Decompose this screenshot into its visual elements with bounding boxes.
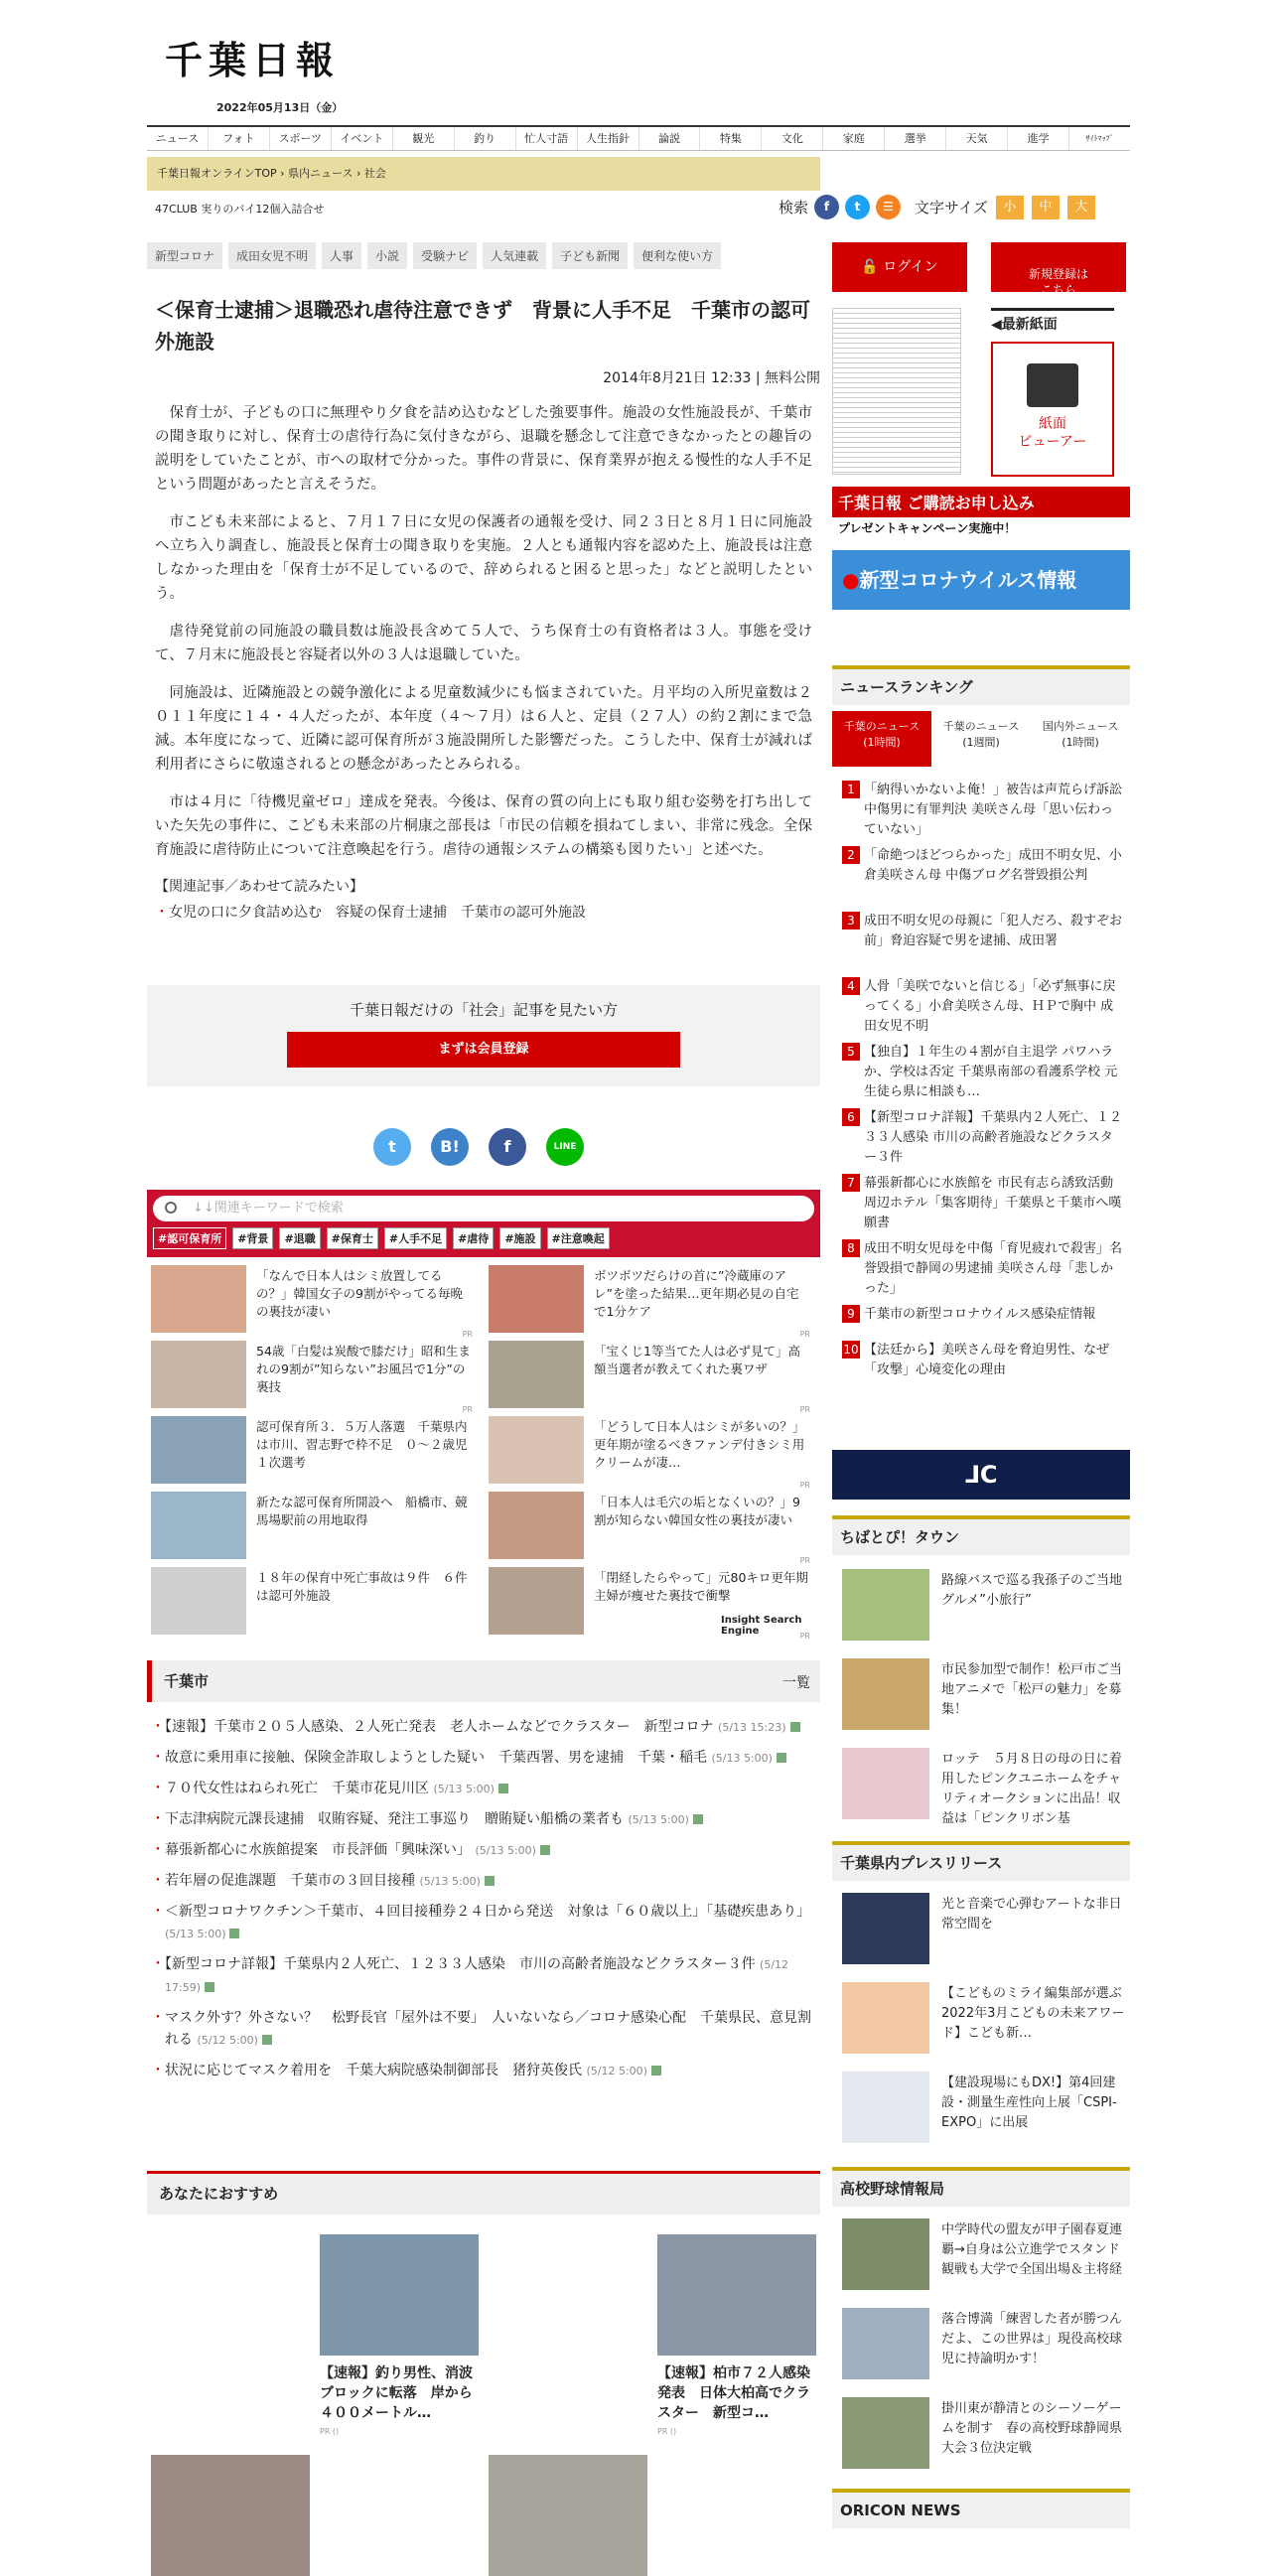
- ranking-text: 【新型コロナ詳報】千葉県内２人死亡、１２３３人感染 市川の高齢者施設などクラスター３件: [864, 1110, 1123, 1165]
- recommend-header: [147, 2171, 820, 2215]
- topic-chip[interactable]: 成田女児不明: [228, 242, 316, 269]
- global-nav: [147, 125, 1130, 151]
- side-item[interactable]: [842, 1982, 1130, 2064]
- ranking-item[interactable]: [842, 1341, 1122, 1380]
- photo-icon: [262, 2035, 272, 2045]
- nav-item[interactable]: 人生指針: [578, 127, 639, 150]
- side-item[interactable]: [842, 2218, 1130, 2300]
- section-title: 千葉市: [164, 1672, 210, 1690]
- news-item[interactable]: [151, 1808, 816, 1831]
- ranking-item[interactable]: [842, 977, 1122, 1037]
- ranking-tab[interactable]: 千葉のニュース (1時間): [832, 711, 931, 767]
- side-text: 中学時代の盟友が甲子園春夏連覇→自身は公立進学でスタンド観戦も大学で全国出場＆主将経: [941, 2222, 1123, 2277]
- pr-label: PR: [799, 1330, 810, 1339]
- recommend-item[interactable]: [151, 2455, 310, 2576]
- nav-item[interactable]: 論説: [639, 127, 701, 150]
- ranking-text: 成田不明女児の母親に「犯人だろ、殺すぞお前」脅迫容疑で男を逮捕、成田署: [864, 914, 1123, 948]
- oricon-title: ORICON NEWS: [832, 2489, 1130, 2528]
- ranking-item[interactable]: [842, 1305, 1122, 1325]
- nav-item[interactable]: 天気: [946, 127, 1008, 150]
- ranking-item[interactable]: [842, 1108, 1122, 1168]
- today-date: 2022年05月13日（金）: [216, 101, 344, 114]
- side-image: [842, 2218, 929, 2290]
- ranking-text: 幕張新都心に水族館を 市民有志ら誘致活動 周辺ホテル「集客期待」千葉県と千葉市へ嘆願書: [864, 1176, 1122, 1230]
- covid-dot-icon: ●: [842, 568, 860, 592]
- nav-item[interactable]: 進学: [1008, 127, 1069, 150]
- ranking-text: 【法廷から】美咲さん母を脅迫男性、なぜ「攻撃」心境変化の理由: [864, 1343, 1110, 1377]
- pr-label: PR: [462, 1330, 473, 1339]
- section-more-link[interactable]: 一覧: [782, 1675, 810, 1691]
- side-image: [842, 1748, 929, 1819]
- news-time: (5/13 15:23): [718, 1721, 786, 1734]
- covid-banner[interactable]: ●新型コロナウイルス情報: [832, 550, 1130, 610]
- recommend-item[interactable]: [489, 2455, 647, 2576]
- utility-bar: [779, 195, 1095, 219]
- ad-text: 「閉経したらやって」元80キロ更年期主婦が痩せた裏技で衝撃: [594, 1570, 808, 1603]
- side-image: [842, 2308, 929, 2379]
- news-title: ＜新型コロナワクチン＞千葉市、４回目接種券２４日から発送 対象は「６０歳以上」「基礎疾患あり」: [165, 1904, 811, 1920]
- rank-number: 4: [842, 977, 860, 995]
- side-item[interactable]: [842, 1658, 1130, 1740]
- rank-number: 7: [842, 1174, 860, 1192]
- ad-text: 認可保育所３．５万人落選 千葉県内は市川、習志野で枠不足 ０〜２歳児１次選考: [256, 1419, 468, 1470]
- news-time: (5/13 5:00): [628, 1813, 689, 1826]
- news-time: (5/12 17:59): [165, 1958, 789, 1994]
- ad-item[interactable]: [489, 1265, 816, 1337]
- ranking-item[interactable]: [842, 1174, 1122, 1233]
- topic-chip[interactable]: 人事: [322, 242, 361, 269]
- side-text: 光と音楽で心弾むアートな非日常空間を: [941, 1897, 1122, 1932]
- news-title: 【速報】千葉市２０５人感染、２人死亡発表 老人ホームなどでクラスター 新型コロナ: [165, 1719, 714, 1735]
- register-side-button[interactable]: 新規登録は こちら: [991, 242, 1126, 292]
- ad-image: [489, 1492, 584, 1559]
- subscribe-banner[interactable]: 千葉日報 ご購読お申し込み プレゼントキャンペーン実施中！: [832, 487, 1130, 538]
- news-title: 若年層の促進課題 千葉市の３回目接種: [165, 1873, 415, 1889]
- keyword-search: [147, 1190, 820, 1257]
- ad-item[interactable]: [489, 1341, 816, 1412]
- ad-item[interactable]: [151, 1567, 479, 1639]
- reader-icon: [1027, 363, 1078, 407]
- news-title: 幕張新都心に水族館提案 市長評価「興味深い」: [165, 1842, 471, 1858]
- keyword-tag[interactable]: #背景: [232, 1227, 273, 1249]
- ad-text: 「宝くじ1等当てた人は必ず見て」高額当選者が教えてくれた裏ワザ: [594, 1344, 800, 1376]
- promo-link[interactable]: 47CLUB 実りのバイ12個入詰合せ: [155, 203, 325, 215]
- ranking-tab[interactable]: 千葉のニュース (1週間): [942, 720, 1020, 749]
- news-time: (5/13 5:00): [433, 1783, 495, 1795]
- article-paragraph: 保育士が、子どもの口に無理やり夕食を詰め込むなどした強要事件。施設の女性施設長が、千葉市の聞き取りに対し、保育士の虐待行為に気付きながら、退職を懸念して注意できなかったとの趣旨の説明をしていたことが、市への取材で分かった。事件の背景に、保育業界が抱える慢性的な人手不足という問題があったと言えそうだ。: [155, 405, 812, 493]
- facebook-share-icon[interactable]: f: [489, 1128, 526, 1166]
- ranking-text: 「納得いかないよ俺！」被告は声荒らげ訴訟中傷男に有罪判決 美咲さん母「思い伝わっていない」: [864, 783, 1123, 837]
- news-time: (5/12 5:00): [586, 2065, 647, 2077]
- side-text: 【こどものミライ編集部が選ぶ2022年3月こどもの未来アワード】こども新…: [941, 1986, 1125, 2041]
- ad-image: [151, 1416, 246, 1484]
- ad-item[interactable]: [489, 1416, 816, 1488]
- recommend-image: [320, 2234, 479, 2356]
- ise-label: Insight Search Engine: [721, 1615, 802, 1637]
- news-item[interactable]: [151, 1953, 816, 1999]
- member-box: [147, 985, 820, 1086]
- topic-chip[interactable]: 便利な使い方: [634, 242, 721, 269]
- topic-chip[interactable]: 受験ナビ: [413, 242, 477, 269]
- side-text: 落合博満「練習した者が勝つんだよ、この世界は」現役高校球児に持論明かす！: [941, 2312, 1123, 2366]
- login-button[interactable]: 🔓 ログイン: [832, 242, 967, 292]
- rank-number: 2: [842, 846, 860, 864]
- ad-text: 「なんで日本人はシミ放置してるの？」韓国女子の9割がやってる毎晩の裏技が凄い: [256, 1268, 463, 1319]
- article-title: ＜保育士逮捕＞退職恐れ虐待注意できず 背景に人手不足 千葉市の認可外施設: [155, 298, 810, 354]
- recommend-text: 【速報】釣り男性、消波ブロックに転落 岸から４００メートル…: [320, 2365, 473, 2421]
- side-item[interactable]: [842, 2397, 1130, 2479]
- ad-grid: [151, 1265, 816, 1641]
- jc-banner[interactable]: ⅃C: [832, 1450, 1130, 1500]
- ranking-item[interactable]: [842, 1239, 1122, 1299]
- side-item[interactable]: [842, 1748, 1130, 1829]
- ad-text: 「どうして日本人はシミが多いの？」更年期が塗るべきファンデ付きシミ用クリームが凄…: [594, 1419, 805, 1470]
- news-title: 故意に乗用車に接触、保険金詐取しようとした疑い 千葉西署、男を逮捕 千葉・稲毛: [165, 1750, 707, 1766]
- facebook-icon[interactable]: f: [814, 195, 839, 219]
- side-text: ロッテ ５月８日の母の日に着用したピンクユニホームをチャリティオークションに出品！収益は「ピンクリボン基: [941, 1752, 1122, 1826]
- topic-chips: [147, 242, 820, 269]
- section-header: [147, 1660, 820, 1702]
- baseball-title: 高校野球情報局: [832, 2167, 1130, 2207]
- ad-image: [489, 1567, 584, 1635]
- news-item[interactable]: [151, 1716, 816, 1739]
- side-item[interactable]: [842, 1893, 1130, 1974]
- rank-number: 1: [842, 781, 860, 798]
- latest-paper-label: ◀最新紙面: [991, 308, 1114, 338]
- ad-item[interactable]: [151, 1341, 479, 1412]
- ad-text: 54歳「白髪は炭酸で膝だけ」昭和生まれの9割が”知らない”お風呂で1分”の裏技: [256, 1344, 471, 1394]
- nav-item[interactable]: 特集: [700, 127, 762, 150]
- register-button[interactable]: まずは会員登録: [287, 1032, 680, 1068]
- search-label[interactable]: 検索: [779, 199, 809, 216]
- nav-item[interactable]: ｻｲﾄﾏｯﾌﾟ: [1085, 134, 1114, 143]
- nav-item[interactable]: 選挙: [885, 127, 946, 150]
- rss-icon[interactable]: ☰: [876, 195, 901, 219]
- topic-chip[interactable]: 子ども新聞: [552, 242, 628, 269]
- topic-chip[interactable]: 人気連載: [483, 242, 546, 269]
- twitter-icon[interactable]: t: [845, 195, 870, 219]
- ad-text: ボツボツだらけの首に”冷蔵庫のアレ”を塗った結果…更年期必見の自宅で1分ケア: [594, 1268, 799, 1319]
- news-time: (5/13 5:00): [419, 1875, 481, 1888]
- photo-icon: [790, 1722, 800, 1732]
- ranking-item[interactable]: [842, 1043, 1122, 1102]
- topic-chip[interactable]: 小説: [367, 242, 407, 269]
- photo-icon: [485, 1876, 495, 1886]
- news-item[interactable]: [151, 1778, 816, 1800]
- news-item[interactable]: [151, 1901, 816, 1945]
- side-item[interactable]: [842, 2308, 1130, 2389]
- ranking-item[interactable]: [842, 912, 1122, 951]
- keyword-tag[interactable]: #保育士: [327, 1227, 378, 1249]
- news-title: 状況に応じてマスク着用を 千葉大病院感染制御部長 猪狩英俊氏: [165, 2063, 582, 2078]
- ranking-title: ニュースランキング: [832, 665, 1130, 705]
- recommend-title: あなたにおすすめ: [159, 2185, 279, 2203]
- article-paragraph: 同施設は、近隣施設との競争激化による児童数減少にも悩まされていた。月平均の入所児童数は２０１１年度に１４・４人だったが、本年度（４〜７月）は６人と、定員（２７人）の約２割にまで急減。本年度になって、近隣に認可保育所が３施設開所した影響だった。こうした中、保育士が減れば利用者にさらに敬遠されるとの懸念があったとみられる。: [155, 685, 812, 773]
- ad-image: [489, 1416, 584, 1484]
- ranking-text: 成田不明女児母を中傷「育児疲れで殺害」名誉毀損で静岡の男逮捕 美咲さん母「悲しかった」: [864, 1241, 1123, 1296]
- viewer-button[interactable]: 紙面 ビューアー: [991, 342, 1114, 477]
- nav-item[interactable]: 文化: [762, 127, 823, 150]
- ad-item[interactable]: [489, 1492, 816, 1563]
- news-time: (5/13 5:00): [711, 1752, 773, 1765]
- pr-label: PR (): [320, 2427, 340, 2436]
- news-title: 下志津病院元課長逮捕 収賄容疑、発注工事巡り 贈賄疑い船橋の業者も: [165, 1811, 624, 1827]
- share-buttons: [373, 1128, 584, 1166]
- ad-image: [151, 1492, 246, 1559]
- font-size-small[interactable]: 小: [996, 196, 1024, 219]
- nav-item[interactable]: 家庭: [823, 127, 885, 150]
- keyword-tags: [153, 1227, 610, 1249]
- news-time: (5/13 5:00): [475, 1844, 536, 1857]
- chibatopi-title: ちばとぴ！タウン: [832, 1515, 1130, 1555]
- related-link[interactable]: ・ 女児の口に夕食詰め込む 容疑の保育士逮捕 千葉市の認可外施設: [155, 902, 820, 922]
- article: [147, 288, 820, 922]
- news-item[interactable]: [151, 1747, 816, 1770]
- news-item[interactable]: [151, 1870, 816, 1893]
- ad-text: 新たな認可保育所開設へ 船橋市、競馬場駅前の用地取得: [256, 1495, 468, 1527]
- nav-item[interactable]: 観光: [393, 127, 455, 150]
- keyword-tag[interactable]: #施設: [499, 1227, 540, 1249]
- side-text: 掛川東が静清とのシーソーゲームを制す 春の高校野球静岡県大会３位決定戦: [941, 2401, 1123, 2456]
- font-size-large[interactable]: 大: [1067, 196, 1095, 219]
- side-text: 市民参加型で制作！松戸市ご当地アニメで「松戸の魅力」を募集！: [941, 1662, 1123, 1717]
- pr-label: PR: [799, 1405, 810, 1414]
- rank-number: 5: [842, 1043, 860, 1061]
- article-paragraph: 市こども未来部によると、７月１７日に女児の保護者の通報を受け、同２３日と８月１日に同施設へ立ち入り調査し、施設長と保育士の聞き取りを実施。２人とも通報内容を認めた上、施設長は注意しなかった理由を「保育士が不足しているので、辞められると困ると思った」などと説明したという。: [155, 514, 812, 602]
- rank-number: 6: [842, 1108, 860, 1126]
- news-title: 【新型コロナ詳報】千葉県内２人死亡、１２３３人感染 市川の高齢者施設などクラスター３件: [165, 1956, 756, 1972]
- topic-chip[interactable]: 新型コロナ: [147, 242, 222, 269]
- ad-image: [151, 1265, 246, 1333]
- article-paragraph: 虐待発覚前の同施設の職員数は施設長含めて５人で、うち保育士の有資格者は３人。事態を受けて、７月末に施設長と容疑者以外の３人は退職していた。: [155, 624, 812, 663]
- news-item[interactable]: [151, 2060, 816, 2082]
- pr-label: PR: [799, 1556, 810, 1565]
- ad-item[interactable]: [151, 1416, 479, 1488]
- rank-number: 3: [842, 912, 860, 930]
- nav-item[interactable]: スポーツ: [270, 127, 332, 150]
- twitter-share-icon[interactable]: t: [373, 1128, 411, 1166]
- keyword-tag[interactable]: #人手不足: [384, 1227, 447, 1249]
- news-title: ７０代女性はねられ死亡 千葉市花見川区: [165, 1781, 429, 1796]
- ranking-tab[interactable]: 国内外ニュース (1時間): [1042, 720, 1119, 749]
- news-item[interactable]: [151, 2007, 816, 2052]
- recommend-item[interactable]: [320, 2234, 479, 2436]
- pr-label: PR: [799, 1481, 810, 1490]
- recommend-image: [657, 2234, 816, 2356]
- news-title: マスク外す？外さない？ 松野長官「屋外は不要」 人いないなら／コロナ感染心配 千葉県民、意見割れる: [165, 2010, 811, 2048]
- nav-item[interactable]: 釣り: [455, 127, 516, 150]
- nav-item[interactable]: 忙人寸語: [516, 127, 578, 150]
- ranking-item[interactable]: [842, 846, 1122, 886]
- pr-label: PR: [462, 1405, 473, 1414]
- news-time: (5/13 5:00): [165, 1928, 226, 1940]
- font-size-label: 文字サイズ: [915, 199, 988, 216]
- font-size-medium[interactable]: 中: [1032, 196, 1060, 219]
- photo-icon: [777, 1753, 786, 1763]
- keyword-tag[interactable]: #認可保育所: [153, 1227, 226, 1249]
- article-meta: 2014年8月21日 12:33 | 無料公開: [603, 370, 820, 386]
- pr-label: PR (): [657, 2427, 677, 2436]
- lock-icon: 🔓: [861, 259, 879, 275]
- nav-item[interactable]: フォト: [209, 127, 270, 150]
- site-logo[interactable]: 千葉日報: [165, 38, 341, 82]
- ranking-text: 千葉市の新型コロナウイルス感染症情報: [864, 1307, 1096, 1322]
- side-image: [842, 1893, 929, 1964]
- nav-item[interactable]: ニュース: [147, 127, 209, 150]
- newspaper-thumbnail[interactable]: [832, 308, 961, 475]
- member-text: 千葉日報だけの「社会」記事を見たい方: [349, 1001, 618, 1019]
- ranking-item[interactable]: [842, 781, 1122, 840]
- recommend-image: [489, 2455, 647, 2576]
- ranking-text: 【独自】１年生の４割が自主退学 パワハラか、学校は否定 千葉県南部の看護系学校 元生徒ら県に相談も…: [864, 1045, 1118, 1099]
- side-item[interactable]: [842, 1569, 1130, 1650]
- photo-icon: [693, 1814, 703, 1824]
- line-share-icon[interactable]: LINE: [546, 1128, 584, 1166]
- photo-icon: [229, 1929, 239, 1938]
- section-news-list: [151, 1716, 816, 2090]
- ad-image: [151, 1341, 246, 1408]
- rank-number: 8: [842, 1239, 860, 1257]
- side-text: 路線バスで巡る我孫子のご当地グルメ”小旅行”: [941, 1573, 1123, 1608]
- hatena-share-icon[interactable]: B!: [431, 1128, 469, 1166]
- ad-item[interactable]: [151, 1265, 479, 1337]
- keyword-search-input[interactable]: ↓↓関連キーワードで検索: [153, 1196, 814, 1221]
- ranking-text: 「命絶つほどつらかった」成田不明女児、小倉美咲さん母 中傷ブログ名誉毀損公判: [864, 848, 1122, 883]
- photo-icon: [651, 2066, 661, 2075]
- keyword-tag[interactable]: #注意喚起: [547, 1227, 610, 1249]
- ad-item[interactable]: [489, 1567, 816, 1639]
- side-image: [842, 1658, 929, 1730]
- pr-label: PR: [799, 1632, 810, 1641]
- side-image: [842, 1569, 929, 1641]
- rank-number: 9: [842, 1305, 860, 1323]
- news-item[interactable]: [151, 1839, 816, 1862]
- side-image: [842, 2072, 929, 2143]
- ad-text: １８年の保育中死亡事故は９件 ６件は認可外施設: [256, 1570, 468, 1603]
- press-title: 千葉県内プレスリリース: [832, 1841, 1130, 1881]
- side-image: [842, 2397, 929, 2469]
- ad-image: [489, 1341, 584, 1408]
- search-icon: [165, 1202, 177, 1214]
- ad-image: [489, 1265, 584, 1333]
- article-body: [147, 401, 820, 862]
- nav-item[interactable]: イベント: [332, 127, 393, 150]
- rank-number: 10: [843, 1343, 859, 1357]
- recommend-image: [151, 2455, 310, 2576]
- photo-icon: [498, 1784, 508, 1793]
- article-paragraph: 市は４月に「待機児童ゼロ」達成を発表。今後は、保育の質の向上にも取り組む姿勢を打ち出していた矢先の事件に、こども未来部の片桐康之部長は「市民の信頼を損ねてしまい、非常に残念。全保育施設に虐待防止について注意喚起を行う。虐待の通報システムの構築も図りたい」と述べた。: [155, 794, 812, 858]
- recommend-item[interactable]: [657, 2234, 816, 2436]
- side-text: 【建設現場にもDX!】第4回建設・測量生産性向上展「CSPI-EXPO」に出展: [941, 2075, 1117, 2130]
- photo-icon: [540, 1845, 550, 1855]
- ad-image: [151, 1567, 246, 1635]
- keyword-tag[interactable]: #虐待: [453, 1227, 494, 1249]
- breadcrumb[interactable]: 千葉日報オンラインTOP › 県内ニュース › 社会: [147, 157, 820, 191]
- keyword-tag[interactable]: #退職: [279, 1227, 320, 1249]
- ranking-text: 人骨「美咲でないと信じる」「必ず無事に戻ってくる」小倉美咲さん母、ＨＰで胸中 成田女児不明: [864, 979, 1116, 1034]
- side-image: [842, 1982, 929, 2054]
- side-item[interactable]: [842, 2072, 1130, 2153]
- recommend-text: 【速報】柏市７２人感染発表 日体大柏高でクラスター 新型コ…: [657, 2365, 810, 2421]
- ad-text: 「日本人は毛穴の垢となくいの？」9割が知らない韓国女性の裏技が凄い: [594, 1495, 800, 1527]
- photo-icon: [205, 1982, 214, 1992]
- ad-item[interactable]: [151, 1492, 479, 1563]
- news-time: (5/12 5:00): [197, 2034, 258, 2047]
- related-heading: 【関連記事／あわせて読みたい】: [155, 879, 363, 895]
